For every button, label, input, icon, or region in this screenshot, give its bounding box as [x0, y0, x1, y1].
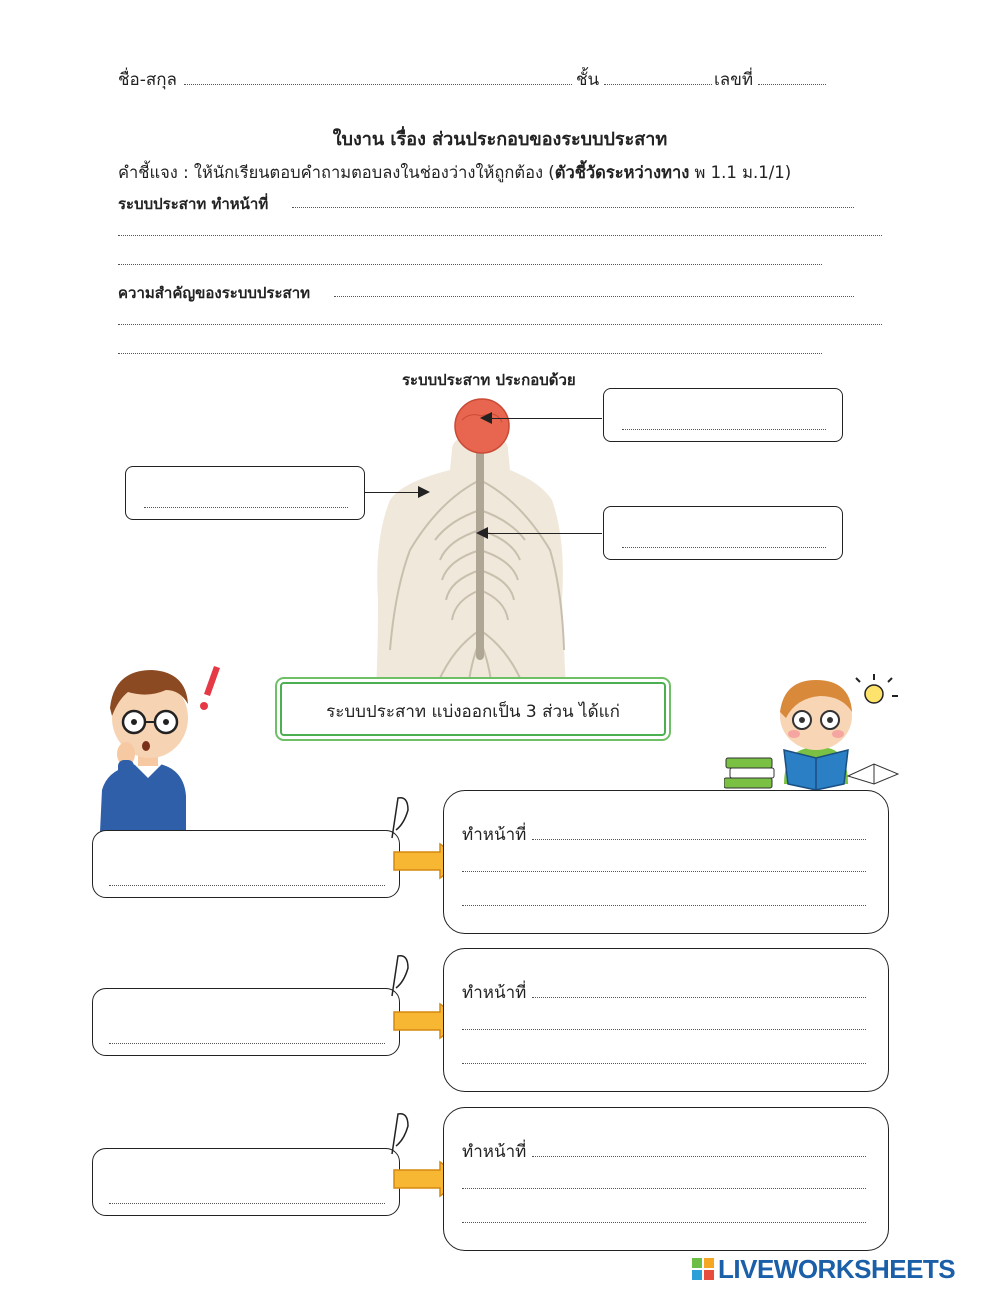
part-2-name-box[interactable]	[92, 988, 400, 1056]
q2-answer-line-3[interactable]	[118, 353, 822, 354]
number-answer-line[interactable]	[758, 84, 826, 85]
part-1-function-line-2[interactable]	[462, 871, 866, 872]
part-2-function-box[interactable]	[443, 948, 889, 1092]
name-answer-line[interactable]	[184, 84, 572, 85]
exclamation-icon	[194, 666, 230, 714]
nerves-arrowhead-icon	[418, 486, 430, 498]
instruction-bold: ตัวชี้วัดระหว่างทาง	[554, 163, 690, 182]
part-2-function-line-3[interactable]	[462, 1063, 866, 1064]
class-label: ชั้น	[576, 70, 600, 90]
part-2-function-line-1[interactable]	[532, 997, 866, 998]
part-1-name-line[interactable]	[109, 885, 385, 886]
liveworksheets-text: LIVEWORKSHEETS	[718, 1254, 956, 1284]
spinal-cord-answer-line[interactable]	[622, 547, 826, 548]
part-3-name-line[interactable]	[109, 1203, 385, 1204]
part-1-function-line-3[interactable]	[462, 905, 866, 906]
nerves-pointer-line	[364, 492, 422, 493]
brain-pointer-line	[486, 418, 602, 419]
part-3-function-box[interactable]	[443, 1107, 889, 1251]
part-1-function-line-1[interactable]	[532, 839, 866, 840]
spinal-cord-label-box[interactable]	[603, 506, 843, 560]
part-2-name-line[interactable]	[109, 1043, 385, 1044]
nervous-system-illustration	[340, 390, 600, 690]
spinal-cord-pointer-line	[482, 533, 602, 534]
part-3-name-box[interactable]	[92, 1148, 400, 1216]
diagram-title: ระบบประสาท ประกอบด้วย	[402, 371, 576, 389]
brain-answer-line[interactable]	[622, 429, 826, 430]
part-2-function-line-2[interactable]	[462, 1029, 866, 1030]
q1-label: ระบบประสาท ทำหน้าที่	[118, 195, 269, 213]
name-label: ชื่อ-สกุล	[118, 70, 177, 90]
scroll-curl-3-icon	[384, 1110, 412, 1156]
brain-label-box[interactable]	[603, 388, 843, 442]
division-title-box	[280, 682, 666, 736]
liveworksheets-logo-icon	[692, 1258, 716, 1282]
spinal-cord-arrowhead-icon	[476, 527, 488, 539]
scroll-curl-2-icon	[384, 952, 412, 998]
q2-label: ความสำคัญของระบบประสาท	[118, 284, 311, 302]
scroll-curl-1-icon	[384, 794, 412, 840]
instruction-prefix: คำชี้แจง : ให้นักเรียนตอบคำถามตอบลงในช่องว่างให้ถูกต้อง (	[118, 163, 555, 182]
instruction	[118, 160, 791, 186]
part-1-function-box[interactable]	[443, 790, 889, 934]
part-3-function-line-1[interactable]	[532, 1156, 866, 1157]
q1-answer-line-1[interactable]	[292, 207, 854, 208]
reading-child-illustration	[724, 672, 900, 792]
part-1-name-box[interactable]	[92, 830, 400, 898]
part-3-function-line-2[interactable]	[462, 1188, 866, 1189]
division-title: ระบบประสาท แบ่งออกเป็น 3 ส่วน ได้แก่	[326, 702, 620, 722]
brain-arrowhead-icon	[480, 412, 492, 424]
q2-answer-line-2[interactable]	[118, 324, 882, 325]
number-label: เลขที่	[714, 70, 754, 90]
q1-answer-line-2[interactable]	[118, 235, 882, 236]
part-3-function-label: ทำหน้าที่	[462, 1142, 527, 1162]
part-2-function-label: ทำหน้าที่	[462, 983, 527, 1003]
q2-answer-line-1[interactable]	[334, 296, 854, 297]
worksheet-title: ใบงาน เรื่อง ส่วนประกอบของระบบประสาท	[332, 129, 668, 150]
part-3-function-line-3[interactable]	[462, 1222, 866, 1223]
instruction-suffix: พ 1.1 ม.1/1)	[689, 163, 792, 182]
nerves-label-box[interactable]	[125, 466, 365, 520]
part-1-function-label: ทำหน้าที่	[462, 825, 527, 845]
nerves-answer-line[interactable]	[144, 507, 348, 508]
class-answer-line[interactable]	[604, 84, 712, 85]
q1-answer-line-3[interactable]	[118, 264, 822, 265]
